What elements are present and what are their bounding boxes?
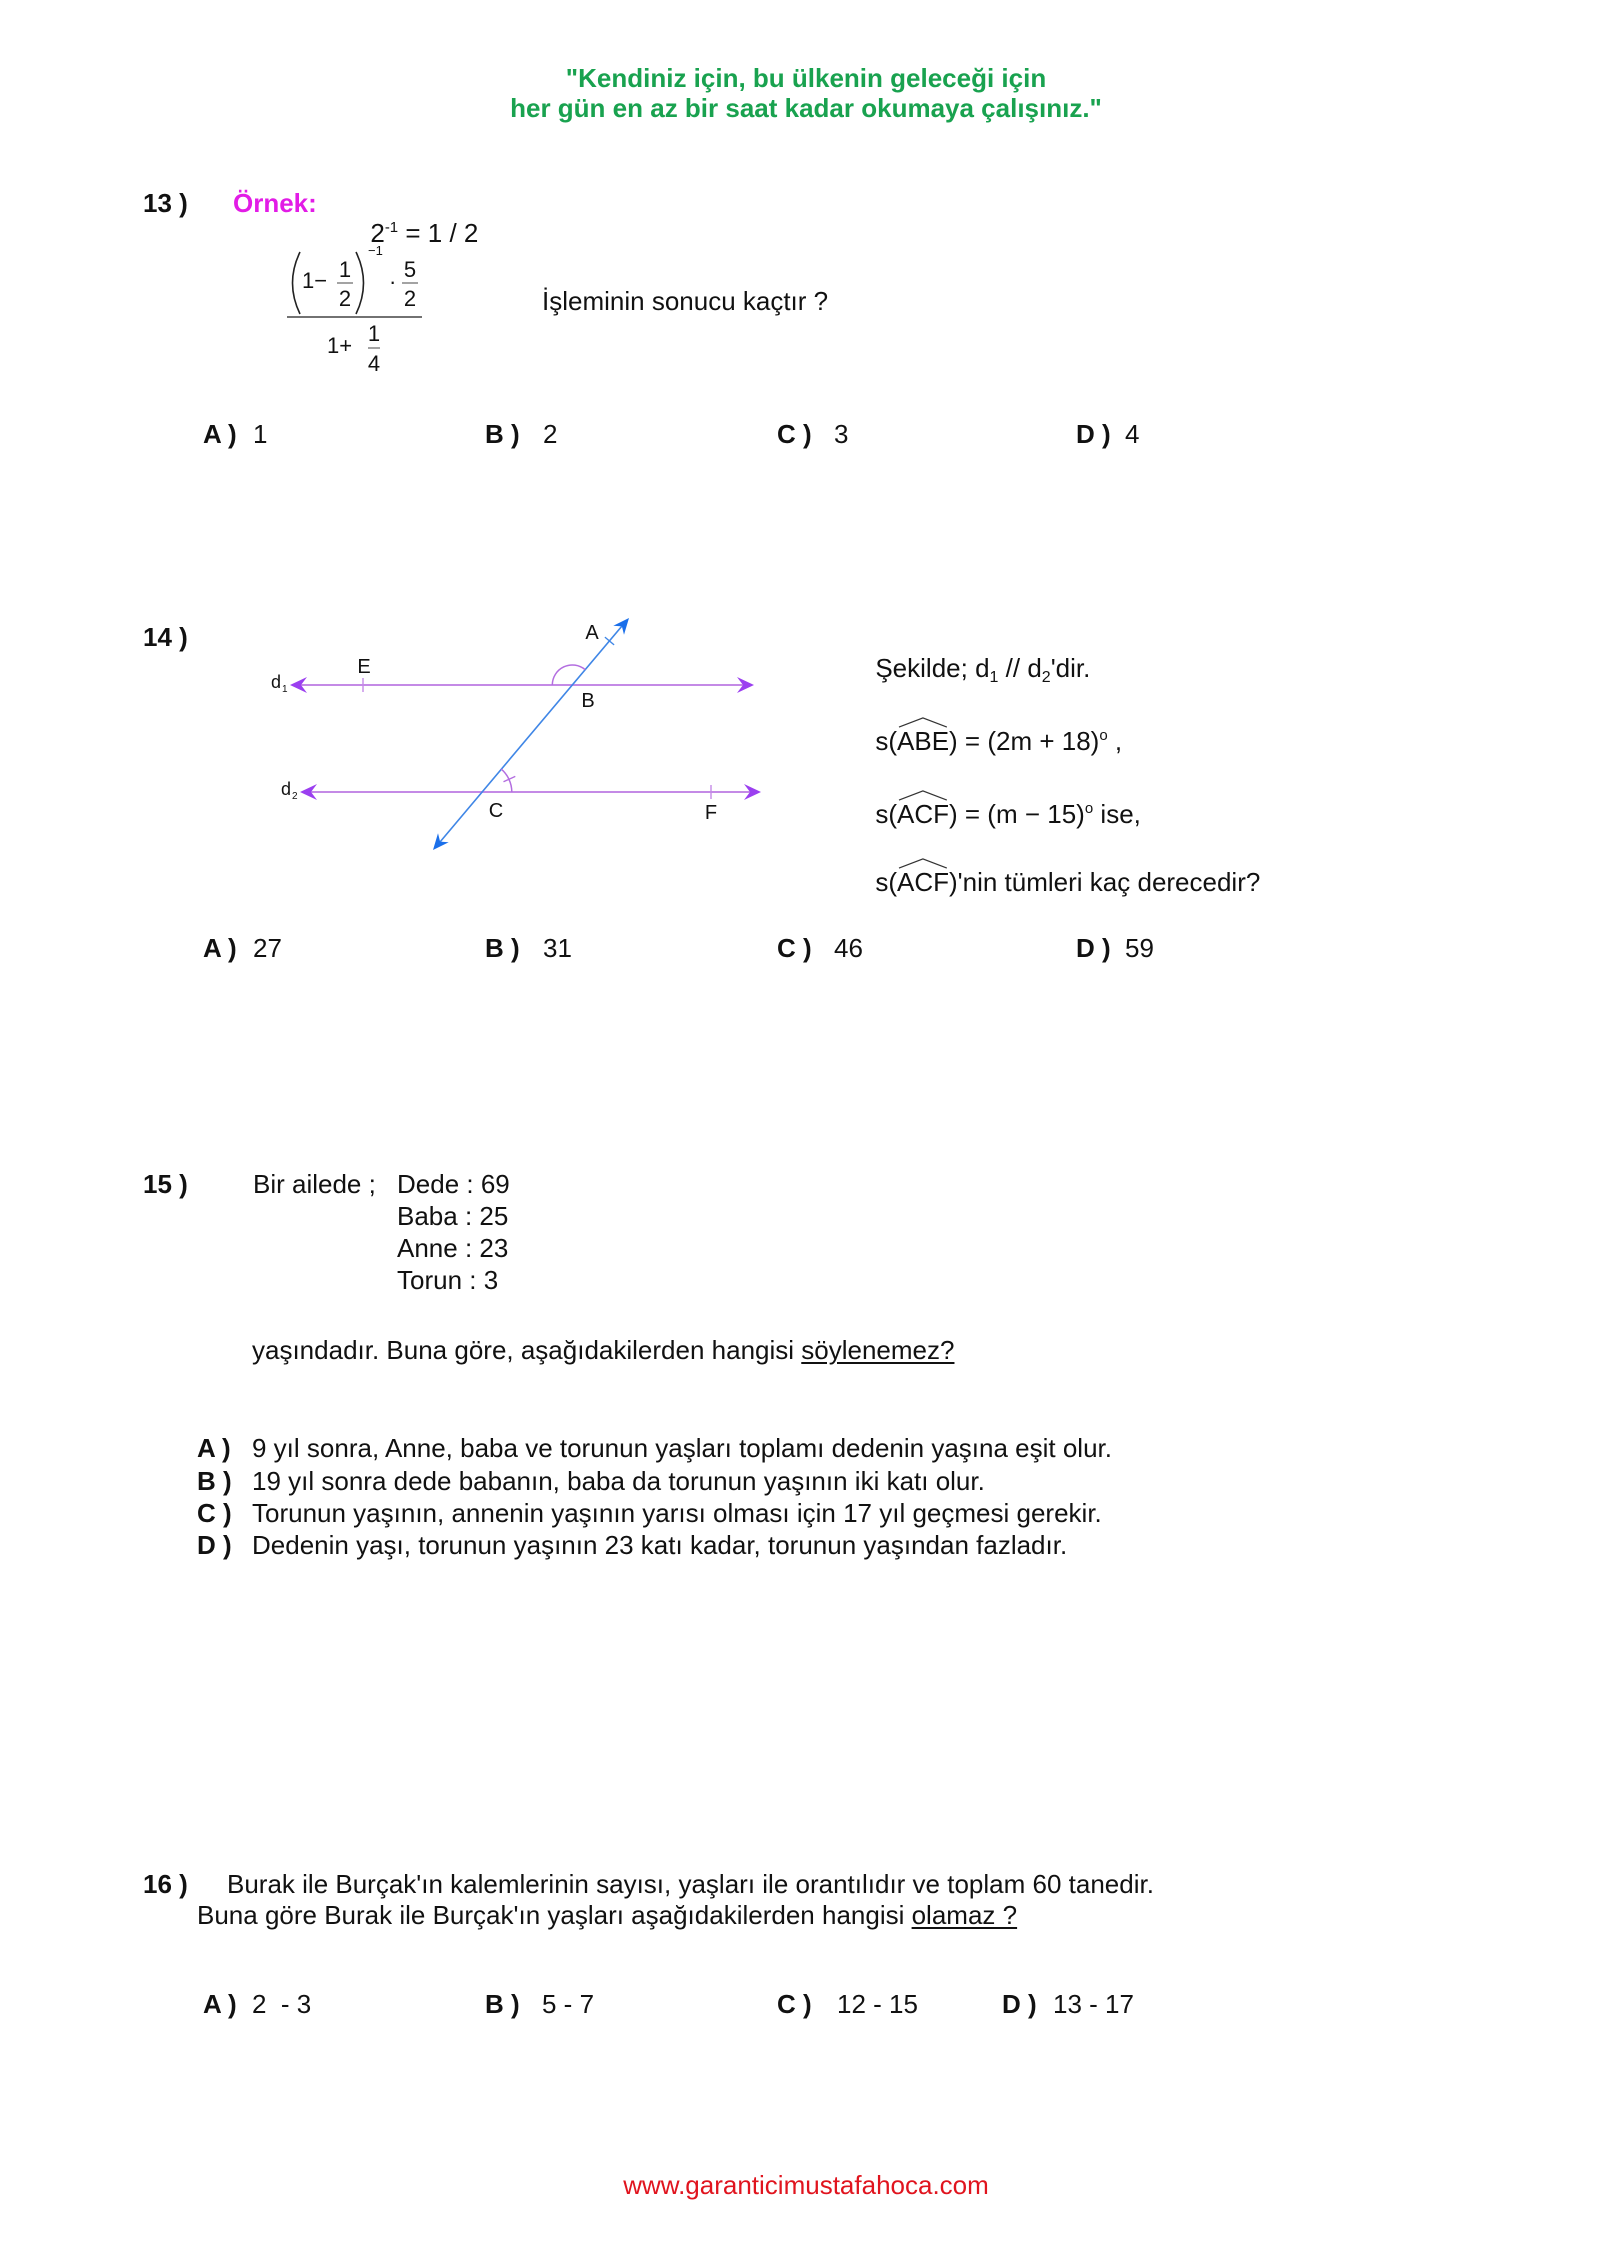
option-b-value: 5 - 7 <box>542 1989 595 2019</box>
question-number: 16 ) <box>143 1869 188 1899</box>
point-b-label: B <box>581 690 595 712</box>
member-name: Dede <box>397 1169 460 1199</box>
member-separator: : <box>459 1169 481 1199</box>
example-base: 2 <box>370 218 385 248</box>
option-a-label: A ) <box>203 933 237 963</box>
angle-acf-name <box>897 867 949 897</box>
family-member-row <box>397 1233 508 1263</box>
option-c-label: C ) <box>777 933 812 963</box>
question-number: 15 ) <box>143 1169 188 1199</box>
angle-abe-name <box>897 726 949 756</box>
option-a-value: 9 yıl sonra, Anne, baba ve torunun yaşları toplamı dedenin yaşına eşit olur. <box>252 1433 1112 1463</box>
right-parenthesis <box>356 252 364 314</box>
option-d-label: D ) <box>197 1530 232 1560</box>
member-separator: : <box>457 1201 480 1231</box>
point-c-label: C <box>488 800 504 822</box>
degree-symbol: o <box>1084 800 1094 817</box>
option-b-value: 2 <box>543 419 558 449</box>
question-emphasis: olamaz ? <box>911 1900 1018 1930</box>
family-member-row <box>397 1169 510 1199</box>
factor-denominator: 2 <box>403 286 417 311</box>
question-statement <box>252 1335 954 1365</box>
example-label: Örnek: <box>233 188 317 218</box>
angle-abe-expression: ) = (2m + 18) <box>949 726 1100 756</box>
option-a-value: 27 <box>253 933 282 963</box>
option-a-value: 1 <box>253 419 268 449</box>
option-b-label: B ) <box>197 1466 232 1496</box>
option-a-label: A ) <box>203 1989 237 2019</box>
denominator-fraction-numerator: 1 <box>367 321 381 346</box>
family-member-row <box>397 1201 508 1231</box>
option-c-value: 12 - 15 <box>837 1989 918 2019</box>
option-c-label: C ) <box>197 1498 232 1528</box>
member-separator: : <box>457 1233 480 1263</box>
given-end: 'dir. <box>1050 653 1091 683</box>
factor-numerator: 5 <box>403 257 417 282</box>
option-c-label: C ) <box>777 419 812 449</box>
option-d-value: Dedenin yaşı, torunun yaşının 23 katı kadar, torunun yaşından fazladır. <box>252 1530 1068 1560</box>
option-d-value: 4 <box>1125 419 1140 449</box>
angle-acf-tail: ise, <box>1093 799 1141 829</box>
denominator-fraction-denominator: 4 <box>367 351 381 376</box>
angle-acf-name <box>897 799 949 829</box>
parenthesis-exponent: −1 <box>368 243 383 258</box>
inner-numerator: 1 <box>338 257 352 282</box>
option-a-label: A ) <box>203 419 237 449</box>
question-number: 14 ) <box>143 622 188 652</box>
member-name: Torun <box>397 1265 463 1295</box>
d1-subscript: 1 <box>989 669 999 686</box>
option-b-value: 19 yıl sonra dede babanın, baba da torunun yaşının iki katı olur. <box>252 1466 985 1496</box>
option-a-label: A ) <box>197 1433 231 1463</box>
option-d-value: 13 - 17 <box>1053 1989 1134 2019</box>
example-result: = 1 / 2 <box>398 218 479 248</box>
option-a-value: 2 - 3 <box>252 1989 312 2019</box>
angle-hat-icon <box>899 790 947 801</box>
member-name: Anne <box>397 1233 458 1263</box>
statement-text: yaşındadır. Buna göre, aşağıdakilerden hangisi <box>252 1335 802 1365</box>
member-age: 23 <box>479 1233 509 1263</box>
line-d2-label: $d_2$ <box>281 779 298 802</box>
angle-acf-expression: ) = (m − 15) <box>949 799 1085 829</box>
family-member-row <box>397 1265 498 1295</box>
question-prompt: İşleminin sonucu kaçtır ? <box>542 286 829 316</box>
option-c-value: 3 <box>834 419 849 449</box>
angle-hat-icon <box>899 858 947 869</box>
inner-denominator: 2 <box>338 286 352 311</box>
member-age: 69 <box>480 1169 510 1199</box>
member-age: 25 <box>479 1201 509 1231</box>
member-age: 3 <box>483 1265 499 1295</box>
option-d-value: 59 <box>1125 933 1154 963</box>
motto-line-2: her gün en az bir saat kadar okumaya çalışınız." <box>510 93 1102 123</box>
option-b-label: B ) <box>485 419 520 449</box>
question-line-2 <box>197 1900 1017 1930</box>
transversal-line <box>440 626 622 842</box>
multiplication-dot: · <box>389 269 397 294</box>
point-f-label: F <box>704 802 718 824</box>
footer-website: www.garanticimustafahoca.com <box>623 2170 989 2200</box>
question-intro: Bir ailede ; <box>253 1169 376 1199</box>
statement-emphasis: söylenemez? <box>801 1335 955 1365</box>
denominator-one-plus: 1+ <box>327 333 353 358</box>
question-statement <box>832 837 1260 927</box>
member-name: Baba <box>397 1201 458 1231</box>
option-c-value: Torunun yaşının, annenin yaşının yarısı olması için 17 yıl geçmesi gerekir. <box>252 1498 1102 1528</box>
line-d1-label: $d_1$ <box>271 672 288 695</box>
point-a-label: A <box>585 622 599 644</box>
option-c-value: 46 <box>834 933 863 963</box>
question-number: 13 ) <box>143 188 188 218</box>
angle-abe-tail: , <box>1107 726 1123 756</box>
member-separator: : <box>462 1265 484 1295</box>
measure-open: s( <box>875 799 898 829</box>
option-b-label: B ) <box>485 933 520 963</box>
parallel-lines-figure <box>240 600 800 870</box>
angle-hat-icon <box>899 717 947 728</box>
question-line-1: Burak ile Burçak'ın kalemlerinin sayısı, yaşları ile orantılıdır ve toplam 60 tanedir. <box>227 1869 1154 1899</box>
numerator-one-minus: 1− <box>302 268 328 293</box>
degree-symbol: o <box>1099 727 1108 744</box>
angle-abe-letters: ABE <box>897 726 950 756</box>
question-text: Buna göre Burak ile Burçak'ın yaşları aşağıdakilerden hangisi <box>197 1900 912 1930</box>
point-e-label: E <box>357 656 371 678</box>
option-d-label: D ) <box>1076 933 1111 963</box>
angle-acf-letters: ACF <box>897 799 950 829</box>
measure-open: s( <box>875 726 898 756</box>
example-exponent: -1 <box>384 219 399 236</box>
motto-line-1: "Kendiniz için, bu ülkenin geleceği için <box>565 63 1047 93</box>
option-c-label: C ) <box>777 1989 812 2019</box>
option-b-value: 31 <box>543 933 572 963</box>
given-text: Şekilde; d <box>875 653 990 683</box>
option-b-label: B ) <box>485 1989 520 2019</box>
angle-acf-letters: ACF <box>897 867 950 897</box>
given-parallel-symbol: // d <box>998 653 1042 683</box>
option-d-label: D ) <box>1076 419 1111 449</box>
question-tail: )'nin tümleri kaç derecedir? <box>949 867 1261 897</box>
option-d-label: D ) <box>1002 1989 1037 2019</box>
d2-subscript: 2 <box>1041 669 1051 686</box>
measure-open: s( <box>875 867 898 897</box>
left-parenthesis <box>293 252 301 314</box>
